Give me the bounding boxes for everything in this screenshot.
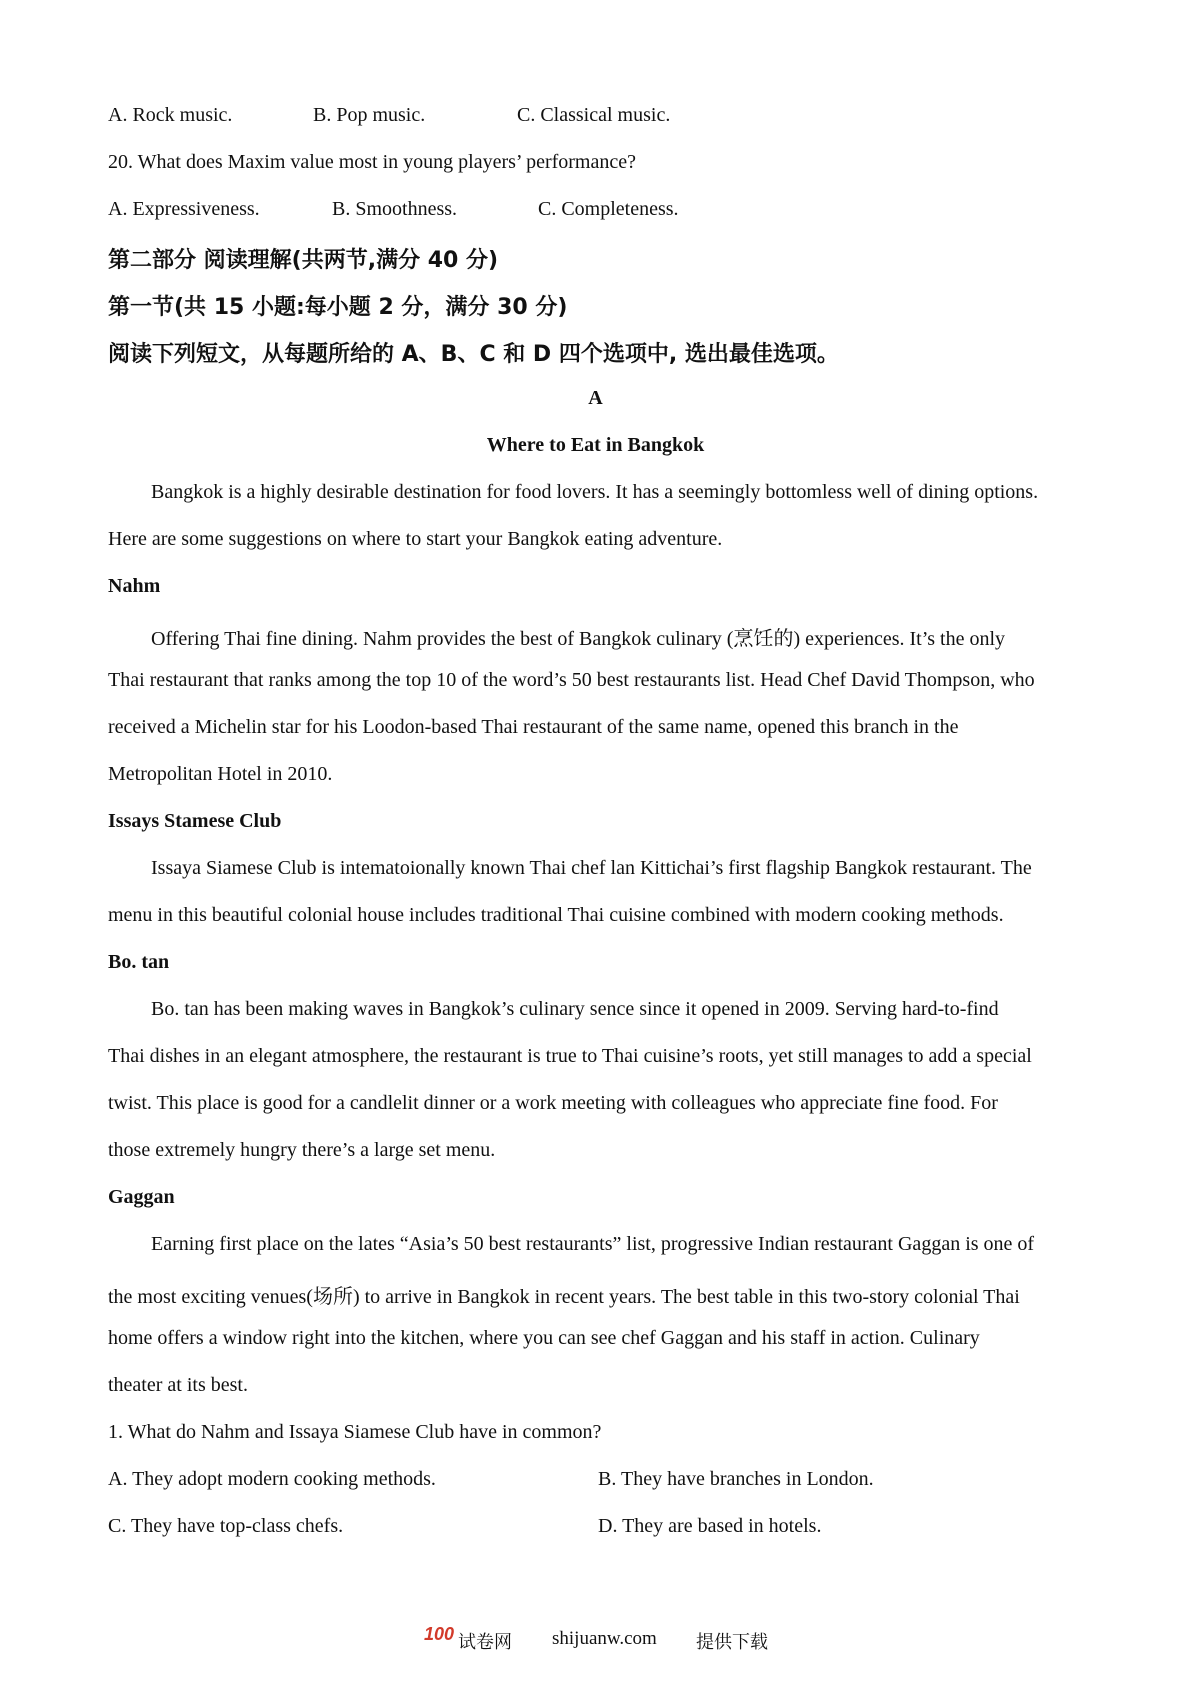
issaya-heading: Issays Stamese Club <box>108 810 282 832</box>
q1-option-a: A. They adopt modern cooking methods. <box>108 1468 436 1490</box>
q20-option-c: C. Completeness. <box>538 198 679 220</box>
gaggan-line-3: home offers a window right into the kitchen, where you can see chef Gaggan and his staff in action. Culinary <box>108 1327 980 1349</box>
botan-line-2: Thai dishes in an elegant atmosphere, the restaurant is true to Thai cuisine’s roots, yet still manages to add a special <box>108 1045 1032 1067</box>
site-logo-icon: 100 <box>424 1624 455 1644</box>
gaggan-line-1: Earning first place on the lates “Asia’s 50 best restaurants” list, progressive Indian restaurant Gaggan is one of <box>151 1233 1035 1255</box>
q20-question: 20. What does Maxim value most in young players’ performance? <box>108 151 636 173</box>
q19-option-a: A. Rock music. <box>108 104 233 126</box>
botan-heading: Bo. tan <box>108 951 170 973</box>
footer-site-link[interactable]: shijuanw.com <box>552 1628 657 1649</box>
part2-heading: 第二部分 阅读理解(共两节,满分 40 分) <box>108 248 499 273</box>
nahm-line-1: Offering Thai fine dining. Nahm provides the best of Bangkok culinary (烹饪的) experiences. It’s the only <box>151 628 1006 650</box>
issaya-line-2: menu in this beautiful colonial house includes traditional Thai cuisine combined with modern cooking methods. <box>108 904 1004 926</box>
q1-option-b: B. They have branches in London. <box>598 1468 874 1490</box>
q1-question: 1. What do Nahm and Issaya Siamese Club have in common? <box>108 1421 602 1443</box>
intro-line-1: Bangkok is a highly desirable destination for food lovers. It has a seemingly bottomless well of dining options. <box>151 481 1039 503</box>
section1-heading: 第一节(共 15 小题:每小题 2 分，满分 30 分) <box>108 295 568 320</box>
nahm-line-2: Thai restaurant that ranks among the top 10 of the word’s 50 best restaurants list. Head Chef David Thompson, who <box>108 669 1035 691</box>
intro-line-2: Here are some suggestions on where to start your Bangkok eating adventure. <box>108 528 723 550</box>
gaggan-heading: Gaggan <box>108 1186 175 1208</box>
passage-letter: A <box>588 387 603 409</box>
q19-option-c: C. Classical music. <box>517 104 671 126</box>
gaggan-line-2: the most exciting venues(场所) to arrive in Bangkok in recent years. The best table in this two-story colonial Thai <box>108 1286 1020 1308</box>
nahm-heading: Nahm <box>108 575 161 597</box>
q1-option-c: C. They have top-class chefs. <box>108 1515 344 1537</box>
botan-line-1: Bo. tan has been making waves in Bangkok’s culinary sence since it opened in 2009. Serving hard-to-find <box>151 998 999 1020</box>
passage-title: Where to Eat in Bangkok <box>486 434 705 456</box>
q19-option-b: B. Pop music. <box>313 104 426 126</box>
footer-download-text: 提供下载 <box>696 1632 768 1653</box>
footer-logo-text: 试卷网 <box>458 1632 512 1653</box>
nahm-line-4: Metropolitan Hotel in 2010. <box>108 763 333 785</box>
q20-option-b: B. Smoothness. <box>332 198 458 220</box>
reading-instruction: 阅读下列短文，从每题所给的 A、B、C 和 D 四个选项中, 选出最佳选项。 <box>108 342 839 367</box>
gaggan-line-4: theater at its best. <box>108 1374 248 1396</box>
q20-option-a: A. Expressiveness. <box>108 198 260 220</box>
q1-option-d: D. They are based in hotels. <box>598 1515 822 1537</box>
botan-line-3: twist. This place is good for a candlelit dinner or a work meeting with colleagues who appreciate fine food. For <box>108 1092 998 1114</box>
nahm-line-3: received a Michelin star for his Loodon-based Thai restaurant of the same name, opened this branch in the <box>108 716 959 738</box>
issaya-line-1: Issaya Siamese Club is intematoionally known Thai chef lan Kittichai’s first flagship Bangkok restaurant. The <box>151 857 1032 879</box>
botan-line-4: those extremely hungry there’s a large set menu. <box>108 1139 496 1161</box>
